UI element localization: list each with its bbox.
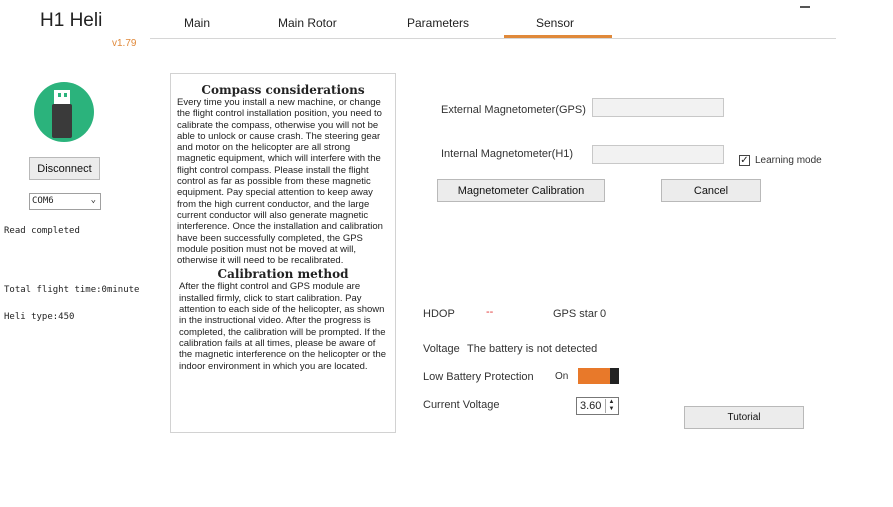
gps-star-value: 0 — [600, 308, 607, 320]
calibration-heading: Calibration method — [217, 267, 349, 282]
tab-main[interactable]: Main — [184, 16, 211, 30]
external-magnetometer-label: External Magnetometer(GPS) — [441, 104, 586, 116]
learning-mode-checkbox[interactable]: ✓ — [740, 155, 749, 166]
stepper-arrows-icon[interactable]: ▲ ▼ — [605, 399, 617, 413]
app-title: H1 Heli — [40, 10, 103, 31]
heli-type: Heli type:450 — [4, 312, 75, 322]
hdop-label: HDOP — [423, 308, 455, 320]
com-port-value: COM6 — [32, 196, 54, 206]
com-port-select[interactable] — [29, 193, 101, 210]
current-voltage-stepper[interactable] — [576, 397, 619, 415]
low-battery-state: On — [555, 371, 569, 382]
total-flight-time: Total flight time:0minute — [4, 285, 140, 295]
chevron-down-icon: ⌄ — [90, 195, 96, 205]
compass-text: Every time you install a new machine, or change the flight control installation position, you need to calibrate the compass, otherwise you will not be able to unlock or cause crash. The steering gear and motor on the helicopter are all strong magnetic equipment, which will interfere with the flight control compass. Please install the flight control as far as possible from these magnetic equipment. Pay special attention to keep away from the high current conductor, and the large current conductor will also generate magnetic interference. Once the installation and calibration have been successfully completed, the GPS module position must not be moved at will, otherwise it will need to be recalibrated. — [177, 97, 383, 267]
gps-star-label: GPS star — [553, 308, 598, 320]
internal-magnetometer-field[interactable] — [592, 145, 724, 164]
voltage-label: Voltage — [423, 343, 460, 355]
tab-parameters[interactable]: Parameters — [407, 16, 470, 30]
current-voltage-value: 3.60 — [580, 400, 602, 412]
tab-main-rotor[interactable]: Main Rotor — [278, 16, 337, 30]
disconnect-button[interactable]: Disconnect — [29, 157, 100, 180]
external-magnetometer-field[interactable] — [592, 98, 724, 117]
internal-magnetometer-label: Internal Magnetometer(H1) — [441, 148, 574, 160]
voltage-status: The battery is not detected — [467, 343, 598, 355]
toggle-thumb[interactable] — [610, 368, 619, 384]
tab-sensor[interactable]: Sensor — [536, 16, 575, 30]
active-tab-indicator — [504, 35, 612, 38]
minimize-icon[interactable] — [800, 6, 810, 8]
magnetometer-calibration-button[interactable]: Magnetometer Calibration — [437, 179, 605, 202]
tab-bar — [150, 12, 836, 39]
hdop-value: -- — [486, 306, 494, 318]
app-version: v1.79 — [112, 38, 137, 49]
learning-mode-label: Learning mode — [755, 155, 822, 166]
usb-device-icon — [34, 82, 94, 142]
current-voltage-label: Current Voltage — [423, 399, 500, 411]
read-status: Read completed — [4, 226, 80, 236]
compass-heading: Compass considerations — [201, 83, 365, 97]
low-battery-label: Low Battery Protection — [423, 371, 534, 383]
cancel-button[interactable]: Cancel — [661, 179, 761, 202]
instructions-panel — [170, 73, 396, 433]
tutorial-button[interactable]: Tutorial — [684, 406, 804, 429]
calibration-text: After the flight control and GPS module are installed firmly, click to start calibration. Pay attention to each side of the helicopter, as shown in the instructional video. After the progress is completed, the calibration will be prompted. If the calibration fails at all times, please be aware of the magnetic interference on the helicopter or the indoor environment in which you are located. — [179, 281, 387, 372]
